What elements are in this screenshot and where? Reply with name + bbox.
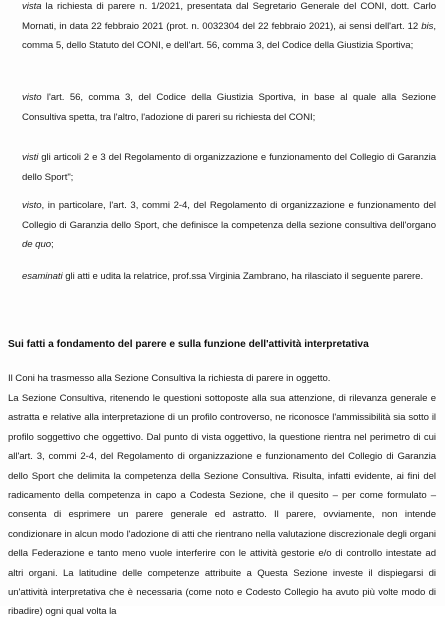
paragraph-text: , comma 5, dello Statuto del CONI, e dell'art. 56, comma 3, del Codice della Giustizia Sportiva; [22, 20, 436, 52]
paragraph-lead-word: visto [22, 200, 42, 211]
paragraph-lead-word: visti [22, 152, 39, 163]
paragraph-lead-word: esaminati [22, 271, 63, 282]
section-heading: Sui fatti a fondamento del parere e sulla funzione dell'attività interpretativa [8, 339, 369, 350]
paragraph-visto-art-3 [22, 196, 436, 255]
paragraph-visti-articoli [22, 148, 436, 187]
paragraph-vista-richiesta [22, 0, 436, 56]
paragraph-italic-term: bis [421, 20, 434, 32]
paragraph-text: la richiesta di parere n. 1/2021, presentata dal Segretario Generale del CONI, dott. Carlo Mornati, in data 22 febbraio 2021 (prot. n. 0032304 del 22 febbraio 2021), ai sensi dell'art. 12 [22, 1, 436, 32]
paragraph-esaminati [22, 267, 436, 287]
paragraph-italic-term: de quo [22, 239, 52, 251]
paragraph-text: gli atti e udita la relatrice, prof.ssa Virginia Zambrano, ha rilasciato il seguente parere. [62, 271, 424, 282]
paragraph-lead-word: visto [22, 92, 42, 103]
paragraph-text: l'art. 56, comma 3, del Codice della Giustizia Sportiva, in base al quale alla Sezione Consultiva spetta, tra l'altro, l'adozione di pareri su richiesta del CONI; [22, 92, 436, 123]
section-body: La Sezione Consultiva, ritenendo le questioni sottoposte alla sua attenzione, di rilevanza generale e astratta e relative alla interpretazione di un profilo controverso, ne riconosce l'ammissibilità sia sotto il profilo soggettivo che oggettivo. Dal punto di vista oggettivo, la questione rientra nel perimetro di cui all'art. 3, commi 2-4, del Regolamento di organizzazione e funzionamento del Collegio di Garanzia dello Sport che delimita la competenza della Sezione Consultiva. Risulta, infatti evidente, ai fini del radicamento della competenza in capo a Codesta Sezione, che il quesito – per come formulato – consenta di esprimere un parere generale ed astratto. Il parere, ovviamente, non intende condizionare in alcun modo l'adozione di atti che rientrano nella valutazione discrezionale degli organi della Federazione e tanto meno vuole interferire con le attività gestorie e/o di controllo intestate ad altri organi. La latitudine delle competenze attribuite a Questa Sezione investe il dispiegarsi di un'attività interpretativa che è necessaria (come noto e Codesto Collegio ha avuto più volte modo di ribadire) ogni qual volta la [8, 393, 436, 618]
paragraph-lead-word: vista [22, 1, 42, 12]
paragraph-text: ; [51, 239, 54, 251]
section-intro: Il Coni ha trasmesso alla Sezione Consultiva la richiesta di parere in oggetto. [8, 373, 331, 384]
paragraph-visto-art-56 [22, 88, 436, 127]
paragraph-text: , in particolare, l'art. 3, commi 2-4, del Regolamento di organizzazione e funzionamento del Collegio di Garanzia dello Sport, che definisce la competenza della sezione consultiva dell'organo [22, 200, 436, 231]
paragraph-text: gli articoli 2 e 3 del Regolamento di organizzazione e funzionamento del Collegio di Garanzia dello Sport"; [22, 152, 436, 183]
